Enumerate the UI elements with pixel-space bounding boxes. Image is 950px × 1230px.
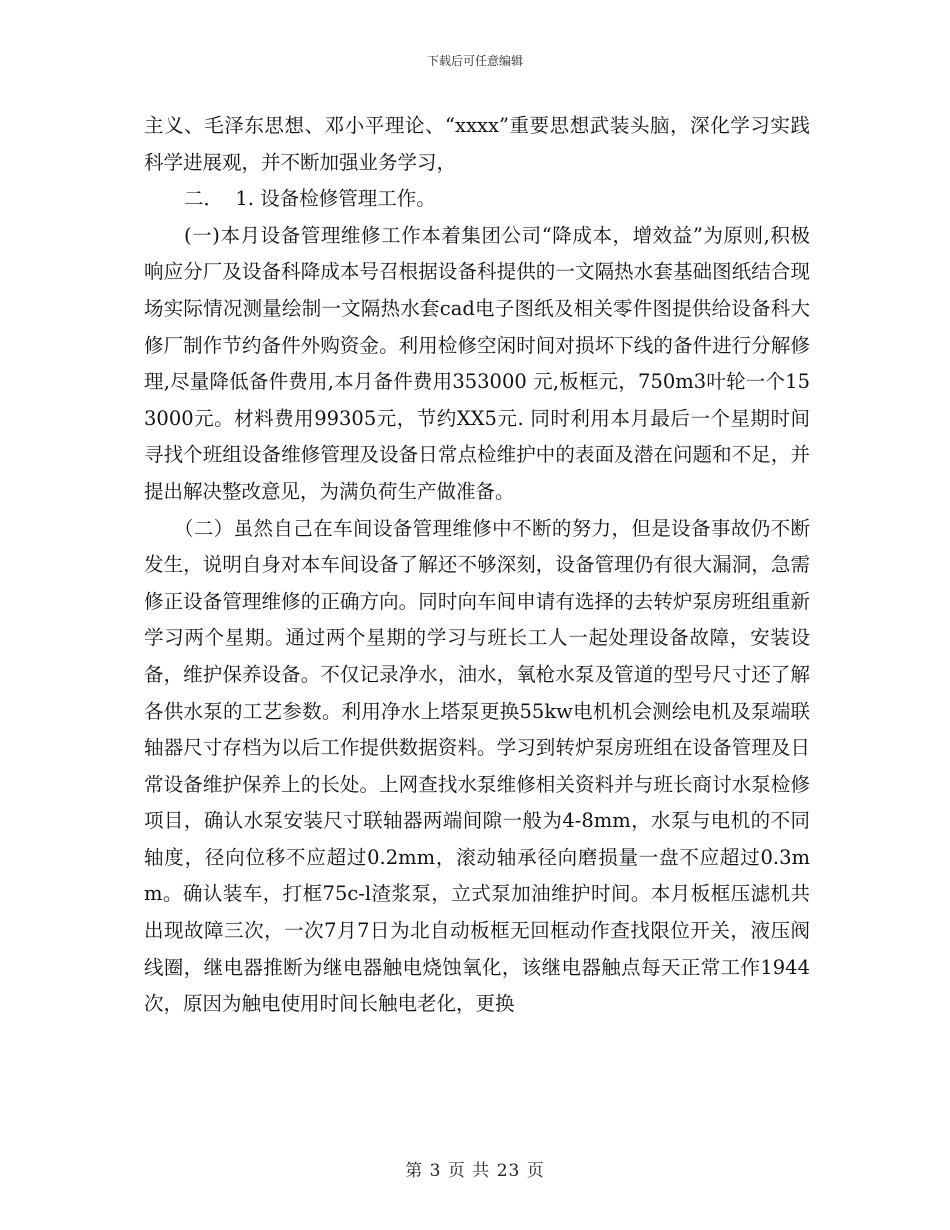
page-footer: 第 3 页 共 23 页 (405, 1161, 545, 1181)
section-heading: 二． 1. 设备检修管理工作。 (184, 187, 436, 211)
paragraph-3: （二）虽然自己在车间设备管理维修中不断的努力，但是设备事故仍不断发生，说明自身对本车间设备了解还不够深刻，设备管理仍有很大漏洞，急需修正设备管理维修的正确方向。同时向车间申请有选择的去转炉泵房班组重新学习两个星期。通过两个星期的学习与班长工人一起处理设备故障，安装设备，维护保养设备。不仅记录净水，油水，氧枪水泵及管道的型号尺寸还了解各供水泵的工艺参数。利用净水上塔泵更换55kw电机机会测绘电机及泵端联轴器尺寸存档为以后工作提供数据资料。学习到转炉泵房班组在设备管理及日常设备维护保养上的长处。上网查找水泵维修相关资料并与班长商讨水泵检修项目，确认水泵安装尺寸联轴器两端间隙一般为4-8mm，水泵与电机的不同轴度，径向位移不应超过0.2mm，滚动轴承径向磨损量一盘不应超过0.3mm。确认装车，打框75c-l渣浆泵，立式泵加油维护时间。本月板框压滤机共出现故障三次，一次7月7日为北自动板框无回框动作查找限位开关，液压阀线圈，继电器推断为继电器触电烧蚀氧化，该继电器触点每天正常工作1944次，原因为触电使用时间长触电老化，更换 (144, 516, 810, 1016)
paragraph-1: 主义、毛泽东思想、邓小平理论、“xxxx”重要思想武装头脑，深化学习实践科学进展观，并不断加强业务学习， (144, 114, 810, 174)
page-header: 下载后可任意编辑 (426, 54, 523, 68)
document-body (144, 108, 810, 1023)
paragraph-2: (一)本月设备管理维修工作本着集团公司“降成本，增效益”为原则,积极响应分厂及设备科降成本号召根据设备科提供的一文隔热水套基础图纸结合现场实际情况测量绘制一文隔热水套cad电子图纸及相关零件图提供给设备科大修厂制作节约备件外购资金。利用检修空闲时间对损坏下线的备件进行分解修理,尽量降低备件费用,本月备件费用353000 元,板框元，750m3叶轮一个153000元。材料费用99305元，节约XX5元. 同时利用本月最后一个星期时间寻找个班组设备维修管理及设备日常点检维护中的表面及潜在问题和不足，并提出解决整改意见，为满负荷生产做准备。 (144, 223, 810, 503)
